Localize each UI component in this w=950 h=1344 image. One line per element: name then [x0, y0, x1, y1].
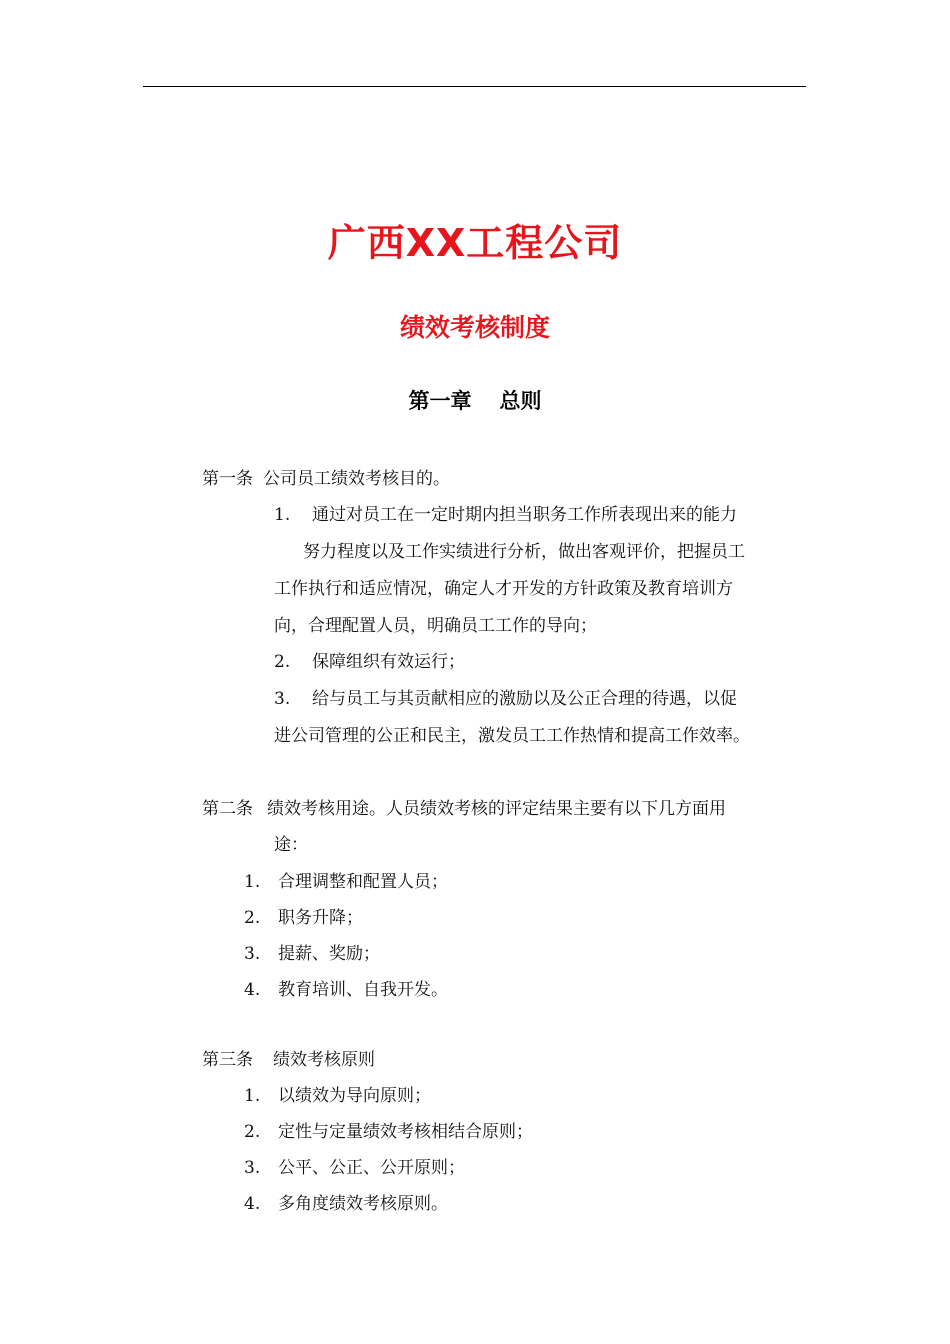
- chapter-name: 总则: [499, 389, 542, 413]
- list-item: 1. 以绩效为导向原则；: [244, 1086, 431, 1106]
- article-heading-continuation: 途：: [274, 835, 308, 855]
- article-heading-text: 绩效考核原则: [273, 1050, 375, 1070]
- chapter-heading: [0, 385, 950, 415]
- list-item: 2. 定性与定量绩效考核相结合原则；: [244, 1122, 533, 1142]
- document-title: 绩效考核制度: [399, 313, 550, 342]
- article-1-heading: [202, 467, 450, 491]
- article-heading-text: 绩效考核用途。人员绩效考核的评定结果主要有以下几方面用: [267, 799, 726, 819]
- article-heading-text: 公司员工绩效考核目的。: [263, 469, 450, 489]
- list-item: 3. 提薪、奖励；: [244, 944, 380, 964]
- list-item: 2. 保障组织有效运行；: [274, 652, 465, 672]
- list-item: 3. 公平、公正、公开原则；: [244, 1158, 465, 1178]
- list-item: 3. 给与员工与其贡献相应的激励以及公正合理的待遇，以促: [274, 689, 737, 709]
- header-rule: [143, 86, 806, 87]
- list-item: 4. 教育培训、自我开发。: [244, 980, 448, 1000]
- list-item-continuation: 向，合理配置人员，明确员工工作的导向；: [274, 616, 597, 636]
- list-item: 1. 合理调整和配置人员；: [244, 872, 448, 892]
- article-label: 第三条: [202, 1050, 253, 1070]
- list-item: 4. 多角度绩效考核原则。: [244, 1194, 448, 1214]
- article-label: 第一条: [202, 469, 253, 489]
- article-3-heading: [202, 1048, 375, 1072]
- article-label: 第二条: [202, 799, 253, 819]
- article-2-heading: [202, 797, 726, 821]
- list-item: 1. 通过对员工在一定时期内担当职务工作所表现出来的能力: [274, 505, 737, 525]
- list-item-continuation: 努力程度以及工作实绩进行分析，做出客观评价，把握员工: [303, 542, 745, 562]
- company-title: 广西XX工程公司: [327, 221, 623, 265]
- list-item-continuation: 工作执行和适应情况，确定人才开发的方针政策及教育培训方: [274, 579, 733, 599]
- list-item: 2. 职务升降；: [244, 908, 363, 928]
- chapter-number: 第一章: [408, 389, 472, 413]
- list-item-continuation: 进公司管理的公正和民主，激发员工工作热情和提高工作效率。: [274, 726, 750, 746]
